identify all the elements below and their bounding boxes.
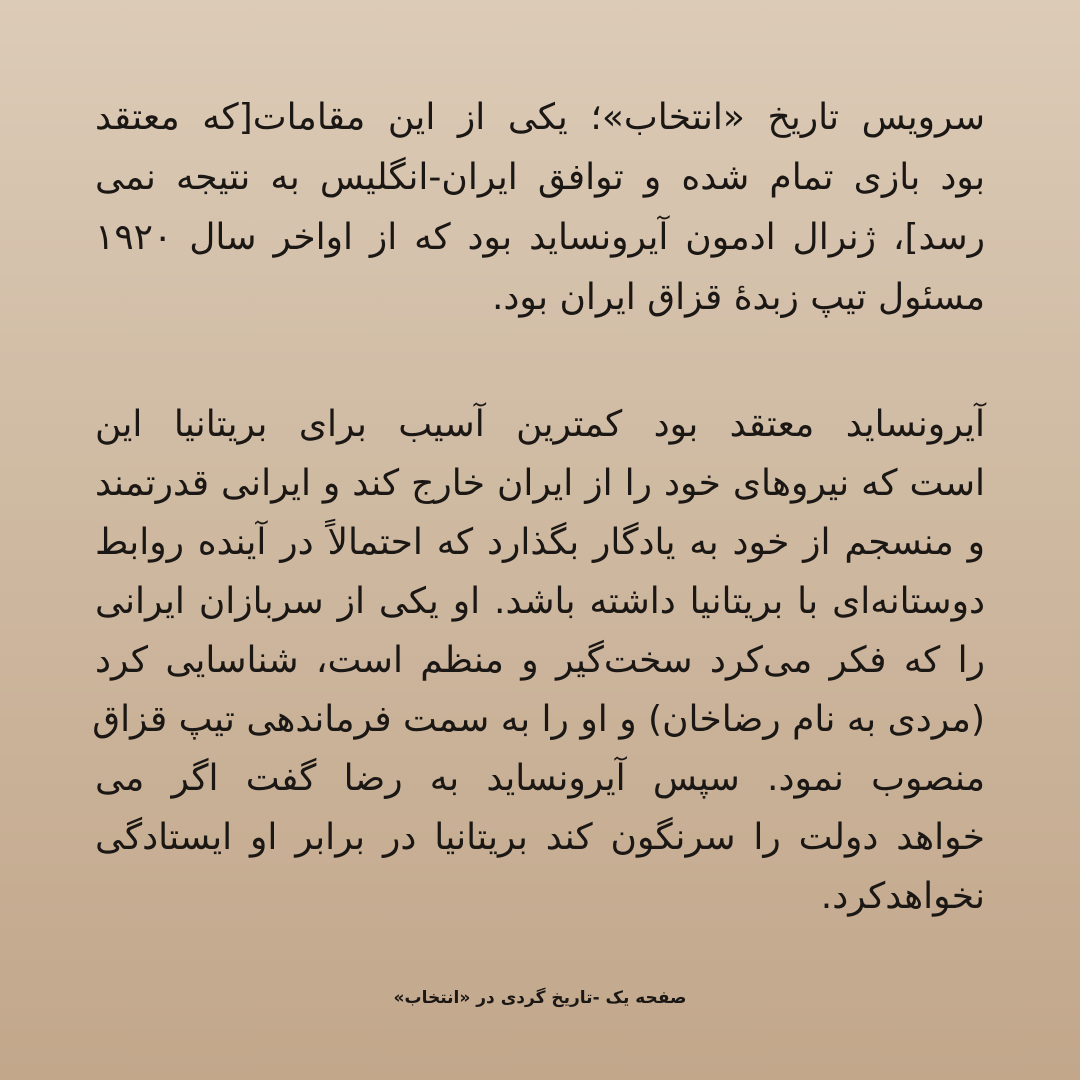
text-line: رسد]، ژنرال ادمون آیرونساید بود که از اواخر سال ۱۹۲۰ [95, 217, 985, 258]
text-line: مسئول تیپ زبدهٔ قزاق ایران بود. [491, 277, 985, 318]
text-line: سرویس تاریخ «انتخاب»؛ یکی از این مقامات[که معتقد [95, 97, 985, 138]
text-line: نخواهدکرد. [820, 876, 985, 917]
text-line: دوستانه‌ای با بریتانیا داشته باشد. او یکی از سربازان ایرانی [95, 581, 985, 622]
text-line: منصوب نمود. سپس آیرونساید به رضا گفت اگر می [95, 758, 985, 799]
text-line: و منسجم از خود به یادگار بگذارد که احتمالاً در آینده روابط [95, 522, 985, 563]
text-line: بود بازی تمام شده و توافق ایران-انگلیس به نتیجه نمی [95, 157, 985, 198]
text-line: (مردی به نام رضاخان) و او را به سمت فرماندهی تیپ قزاق [92, 699, 985, 740]
text-line: خواهد دولت را سرنگون کند بریتانیا در برابر او ایستادگی [95, 817, 985, 858]
page-footer: صفحه یک -تاریخ گردی در «انتخاب» [393, 988, 687, 1008]
text-line: را که فکر می‌کرد سخت‌گیر و منظم است، شناسایی کرد [95, 640, 985, 681]
text-line: است که نیروهای خود را از ایران خارج کند و ایرانی قدرتمند [95, 463, 985, 504]
text-line: آیرونساید معتقد بود کمترین آسیب برای بریتانیا این [95, 404, 985, 445]
